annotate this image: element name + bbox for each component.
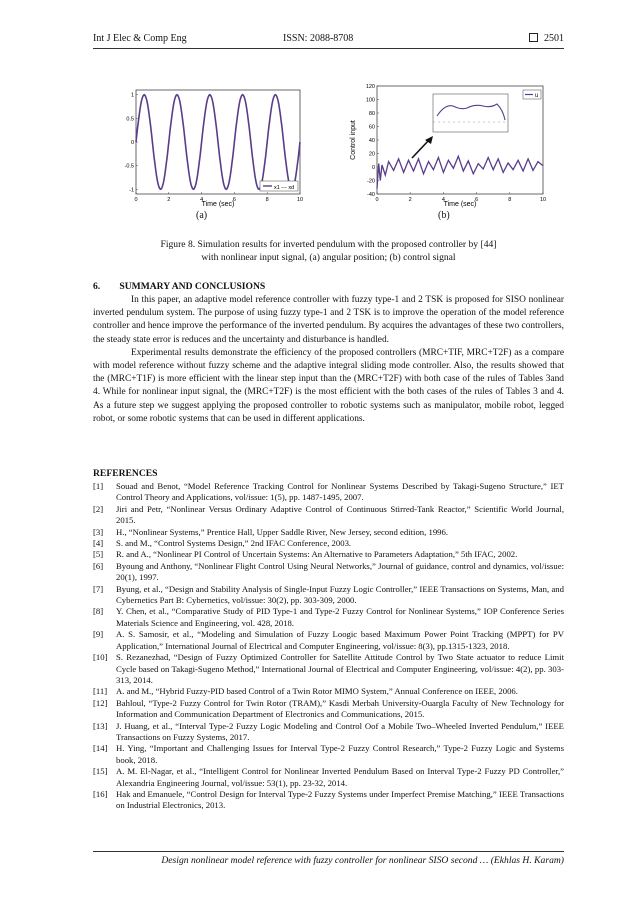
reference-item [93, 561, 564, 584]
reference-item [93, 606, 564, 629]
y-tick-label: 20 [368, 151, 375, 158]
issn: ISSN: 2088-8708 [283, 33, 354, 44]
reference-text: Bahloul, “Type-2 Fuzzy Control for Twin Rotor (TRAM),” Kasdi Merbah University-Ouargla Faculty of New Technology for Information and Communication Department of Electronics and Communications, 2015. [116, 697, 564, 720]
caption-line-2: with nonlinear input signal, (a) angular position; (b) control signal [201, 252, 456, 263]
section-body [93, 294, 564, 426]
reference-number: [12] [93, 697, 108, 708]
footer-rule [93, 851, 564, 852]
reference-number: [1] [93, 481, 104, 491]
square-icon [529, 33, 538, 42]
reference-text: Byoung and Anthony, “Nonlinear Flight Control Using Neural Networks,” Journal of guidance, control and dynamics, vol/issue: 20(1), 1997. [116, 560, 564, 583]
reference-item [93, 698, 564, 721]
reference-number: [6] [93, 560, 104, 571]
reference-text: Hak and Emanuele, “Control Design for Interval Type-2 Fuzzy Systems under Imperfect Premise Matching,” IEEE Transactions on Industrial Electronics, 2013. [116, 788, 564, 811]
reference-number: [7] [93, 583, 104, 594]
reference-item [93, 686, 564, 697]
reference-text: H., “Nonlinear Systems,” Prentice Hall, Upper Saddle River, New Jersey, second edition, 1996. [116, 526, 449, 537]
paragraph-2: Experimental results demonstrate the efficiency of the proposed controllers (MRC+TIF, MRC+T2F) as a compare with model reference without fuzzy scheme and the adaptive integral sliding mode controller. Also, the results showed that the (MRC+T1F) is more efficient with the linear step input than the (MRC+T2F) with both case of the rules of Tables 3and 4. While for nonlinear input signal, the (MRC+T2F) is the most efficient with the both cases of the rules of Tables 3 and 4. As a future step we suggest applying the proposed controller to robotic systems such as manipulator, mobile robot, legged robot, or some robotic systems that can be used in different applications. [93, 347, 564, 424]
y-tick-label: -0.5 [124, 163, 134, 170]
x-tick-label: 10 [539, 197, 547, 203]
reference-item [93, 527, 564, 538]
reference-item [93, 766, 564, 789]
reference-item [93, 481, 564, 504]
page-number-group [529, 33, 564, 44]
y-axis-label: Control input [350, 120, 357, 160]
caption-line-1: Figure 8. Simulation results for inverted pendulum with the proposed controller by [44] [160, 239, 497, 250]
reference-text: S. Rezanezhad, “Design of Fuzzy Optimized Controller for Satellite Attitude Control by Two State actuator to reduce Limit Cycle based on Takagi-Sugeno Method,” International Journal of Electrical and Computer Engineering, vol/issue: 4(2), pp. 303-313, 2014. [116, 652, 564, 685]
x-tick-label: 2 [167, 197, 171, 203]
reference-text: H. Ying, “Important and Challenging Issues for Interval Type-2 Fuzzy Control Research,” Type-2 Fuzzy Logic and Systems book, 2018. [116, 743, 564, 765]
reference-text: J. Huang, et al., “Interval Type-2 Fuzzy Logic Modeling and Control Oof a Mobile Two–Wheeled Inverted Pendulum,” IEEE Transactions on Fuzzy Systems, 2017. [116, 720, 564, 742]
reference-item [93, 652, 564, 686]
x-tick-label: 0 [134, 197, 138, 203]
reference-number: [14] [93, 743, 108, 754]
reference-number: [11] [93, 686, 108, 697]
journal-name: Int J Elec & Comp Eng [93, 33, 187, 44]
reference-item [93, 549, 564, 560]
inset-zoom [433, 94, 508, 132]
y-tick-label: 0 [371, 165, 375, 171]
x-tick-label: 4 [200, 197, 204, 203]
reference-item [93, 538, 564, 549]
reference-text: Y. Chen, et al., “Comparative Study of PID Type-1 and Type-2 Fuzzy Control for Nonlinear Systems,” IOP Conference Series Materials Science and Engineering, vol. 428, 2018. [116, 606, 564, 628]
running-footer: Design nonlinear model reference with fuzzy controller for nonlinear SISO second … (Ekhlas H. Karam) [161, 855, 564, 866]
reference-number: [3] [93, 526, 104, 537]
y-tick-label: -1 [129, 187, 134, 194]
reference-item [93, 743, 564, 766]
y-tick-label: 80 [368, 111, 375, 117]
x-tick-label: 4 [441, 197, 445, 203]
reference-text: Byung, et al., “Design and Stability Analysis of Single-Input Fuzzy Logic Controller,” IEEE Transactions on Systems, Man, and Cybernetics Part B: Cybernetics, vol/issue: 30(2), pp. 303-309, 2000. [116, 583, 564, 606]
x-tick-label: 6 [475, 197, 479, 203]
x-tick-label: 6 [232, 197, 236, 203]
figure-a-label: (a) [196, 210, 208, 221]
figure-caption [93, 238, 564, 264]
x-axis-label: Time (sec) [443, 201, 477, 208]
figure-b-chart [345, 80, 550, 212]
reference-number: [2] [93, 503, 104, 514]
reference-text: A. M. El-Nagar, et al., “Intelligent Control for Nonlinear Inverted Pendulum Based on Interval Type-2 Fuzzy PD Controller,” Alexandria Engineering Journal, vol/issue: 53(1), pp. 23-32, 2014. [116, 766, 564, 788]
reference-text: R. and A., “Nonlinear PI Control of Uncertain Systems: An Alternative to Parameters Adaptation,” 5th IFAC, 2002. [116, 549, 518, 560]
reference-item [93, 789, 564, 812]
header-rule [93, 48, 564, 49]
references-heading: REFERENCES [93, 468, 158, 479]
y-tick-label: 120 [365, 84, 375, 90]
y-tick-label: -20 [367, 178, 375, 185]
reference-text: A. and M., “Hybrid Fuzzy-PID based Control of a Twin Rotor MIMO System,” Annual Conference on IEEE, 2006. [116, 686, 518, 697]
x-tick-label: 0 [375, 197, 379, 203]
reference-number: [16] [93, 788, 108, 799]
reference-item [93, 721, 564, 744]
reference-number: [9] [93, 629, 104, 640]
reference-text: Souad and Benot, “Model Reference Tracking Control for Nonlinear Systems Described by Takagi-Sugeno Structure,” IET Control Theory and Applications, vol/issue: 1(5), pp. 1487-1495, 2007. [116, 481, 564, 503]
reference-number: [10] [93, 652, 108, 663]
y-tick-label: 1 [130, 92, 134, 99]
reference-number: [13] [93, 720, 108, 731]
y-tick-label: 60 [368, 124, 375, 131]
x-tick-label: 8 [265, 197, 269, 203]
reference-text: Jiri and Petr, “Nonlinear Versus Ordinary Adaptive Control of Continuous Stirred-Tank Reactor,” Scientific World Journal, 2015. [116, 503, 564, 526]
reference-number: [5] [93, 549, 104, 560]
y-tick-label: 0 [130, 140, 134, 146]
y-tick-label: 40 [368, 138, 375, 144]
y-tick-label: 100 [365, 97, 375, 104]
references-list [93, 481, 564, 812]
x-tick-label: 8 [508, 197, 512, 203]
page-number: 2501 [544, 33, 564, 44]
x-axis-label: Time (sec) [201, 201, 235, 208]
y-tick-label: -40 [367, 192, 375, 198]
section-heading: 6. SUMMARY AND CONCLUSIONS [93, 281, 266, 292]
figure-b-label: (b) [438, 210, 450, 221]
x-tick-label: 2 [408, 197, 412, 203]
figure-a-chart [110, 82, 310, 212]
reference-number: [8] [93, 606, 104, 617]
reference-number: [15] [93, 766, 108, 777]
y-tick-label: 0.5 [126, 116, 134, 123]
legend-label: u [535, 93, 539, 99]
x-tick-label: 10 [296, 197, 304, 203]
page-header [93, 33, 564, 47]
reference-number: [4] [93, 538, 104, 549]
reference-text: A. S. Samosir, et al., “Modeling and Simulation of Fuzzy Loogic based Maximum Power Point Tracking (MPPT) for PV Application,” International Journal of Electrical and Computer Engineering, vol/issue: 8(3), pp.1315-1323, 2018. [116, 629, 564, 651]
reference-item [93, 584, 564, 607]
reference-item [93, 629, 564, 652]
reference-text: S. and M., “Control Systems Design,” 2nd IFAC Conference, 2003. [116, 538, 352, 549]
reference-item [93, 504, 564, 527]
legend-label: x1 --- xd [274, 185, 295, 191]
paragraph-1: In this paper, an adaptive model reference controller with fuzzy type-1 and 2 TSK is proposed for SISO nonlinear inverted pendulum system. The purpose of using fuzzy type-1 and 2 TSK is to improve the operation of the model reference controller and hence improve the performance of the inverted pendulum. By acquires the advantages of these two controllers, the steady state error is reduces and the uncertainty and disturbance is handled. [93, 295, 564, 345]
